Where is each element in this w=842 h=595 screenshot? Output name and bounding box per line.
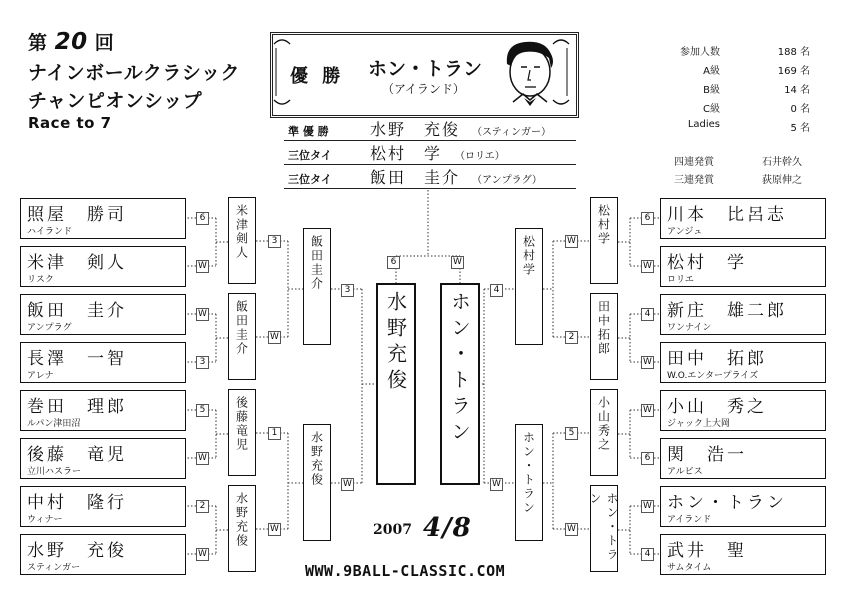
event-title-line2: ナインボールクラシック [28, 62, 241, 84]
score-badge: 4 [490, 284, 503, 297]
player-affiliation: サムタイム [667, 563, 712, 573]
event-title-line3: チャンピオンシップ [28, 90, 203, 112]
champion-name: ホン・トラン [368, 58, 483, 80]
score-badge: 3 [341, 284, 354, 297]
player-affiliation: アイランド [667, 515, 712, 525]
score-badge: 3 [196, 356, 209, 369]
third-place-label-2: 三位タイ [288, 173, 332, 186]
player-name: 米津 剣人 [27, 253, 127, 273]
score-badge: 4 [641, 308, 654, 321]
player-box [660, 246, 826, 287]
award-name-4run: 石井幹久 [762, 157, 802, 168]
round2-box: ホン・トラン [590, 485, 618, 572]
player-affiliation: ジャック上大岡 [667, 419, 730, 429]
score-badge: W [196, 548, 209, 561]
player-name: 松村 学 [667, 253, 747, 273]
semifinal-box: ホン・トラン [515, 424, 543, 541]
player-affiliation: アンプラグ [27, 323, 72, 333]
player-name: 水野 充俊 [27, 541, 127, 561]
score-badge: 2 [196, 500, 209, 513]
player-affiliation: ルパン津田沼 [27, 419, 81, 429]
player-box [20, 198, 186, 239]
score-badge: 6 [387, 256, 400, 269]
round2-box: 田中拓郎 [590, 293, 618, 380]
award-label-4run: 四連発賞 [674, 157, 714, 168]
round2-box: 小山秀之 [590, 389, 618, 476]
score-badge: W [196, 260, 209, 273]
score-badge: 4 [641, 548, 654, 561]
stat-label-c: C級 [703, 104, 720, 115]
score-badge: W [196, 452, 209, 465]
score-badge: 2 [565, 331, 578, 344]
player-name: 武井 聖 [667, 541, 747, 561]
score-badge: 3 [268, 235, 281, 248]
third-place-label-1: 三位タイ [288, 149, 332, 162]
player-affiliation: 立川ハスラー [27, 467, 82, 477]
score-badge: W [451, 256, 464, 269]
score-badge: 6 [641, 212, 654, 225]
player-box [660, 438, 826, 479]
player-name: 小山 秀之 [667, 397, 767, 417]
round2-box: 米津剣人 [228, 197, 256, 284]
award-label-3run: 三連発賞 [674, 175, 714, 186]
stat-label-b: B級 [703, 85, 720, 96]
player-affiliation: ワンナイン [667, 323, 712, 333]
player-affiliation: W.O.エンタープライズ [667, 371, 759, 381]
stat-value-b: 14 名 [784, 85, 810, 96]
player-box [20, 390, 186, 431]
player-name: 照屋 勝司 [27, 205, 127, 225]
champion-affiliation: （アイランド） [382, 82, 465, 96]
player-affiliation: ウィナー [27, 515, 63, 525]
player-box [20, 342, 186, 383]
third-place-name-1: 松村 学 [370, 144, 443, 163]
player-box [20, 294, 186, 335]
player-box [660, 534, 826, 575]
player-affiliation: ハイランド [27, 227, 73, 237]
semifinal-box: 飯田圭介 [303, 228, 331, 345]
player-affiliation: アンジュ [667, 227, 703, 237]
round2-box: 飯田圭介 [228, 293, 256, 380]
third-place-name-2: 飯田 圭介 [370, 168, 461, 187]
player-box [660, 486, 826, 527]
stat-label-total: 参加人数 [680, 47, 720, 58]
score-badge: W [490, 478, 503, 491]
finalist-box: ホン・トラン [440, 283, 480, 485]
champion-frame-ornament [272, 34, 571, 110]
champion-label: 優 勝 [290, 66, 345, 87]
round2-box: 水野充俊 [228, 485, 256, 572]
title-prefix: 第 [28, 32, 48, 54]
website-url[interactable]: WWW.9BALL-CLASSIC.COM [305, 562, 506, 580]
stat-value-c: 0 名 [790, 104, 810, 115]
player-affiliation: リスク [27, 275, 54, 285]
player-name: 中村 隆行 [27, 493, 127, 513]
score-badge: 6 [196, 212, 209, 225]
stat-value-total: 188 名 [777, 47, 810, 58]
award-name-3run: 荻原伸之 [762, 175, 802, 186]
runner-up-label: 準 優 勝 [288, 125, 329, 138]
score-badge: W [641, 356, 654, 369]
player-box [20, 534, 186, 575]
player-box [660, 342, 826, 383]
runner-up-affiliation: （スティンガー） [472, 127, 551, 138]
score-badge: W [196, 308, 209, 321]
score-badge: W [565, 523, 578, 536]
semifinal-box: 水野充俊 [303, 424, 331, 541]
score-badge: 6 [641, 452, 654, 465]
score-badge: 5 [196, 404, 209, 417]
runner-up-name: 水野 充俊 [370, 120, 461, 139]
score-badge: 5 [565, 427, 578, 440]
score-badge: 1 [268, 427, 281, 440]
round2-box: 後藤竜児 [228, 389, 256, 476]
player-box [20, 438, 186, 479]
third-place-affiliation-1: （ロリエ） [455, 151, 505, 162]
race-to-label: Race to 7 [28, 114, 112, 132]
score-badge: W [341, 478, 354, 491]
results-separator [284, 188, 576, 189]
stat-value-ladies: 5 名 [790, 123, 810, 134]
score-badge: W [268, 331, 281, 344]
date-day: 4/8 [423, 513, 472, 543]
stat-label-a: A級 [703, 66, 720, 77]
player-affiliation: アレナ [27, 371, 54, 381]
player-box [660, 390, 826, 431]
player-name: 巻田 理郎 [27, 397, 127, 417]
player-affiliation: アルビス [667, 467, 703, 477]
player-box [20, 246, 186, 287]
title-number: 20 [54, 29, 88, 55]
event-number [28, 28, 114, 55]
score-badge: W [641, 260, 654, 273]
player-box [660, 294, 826, 335]
player-affiliation: ロリエ [667, 275, 694, 285]
player-name: 飯田 圭介 [27, 301, 127, 321]
semifinal-box: 松村学 [515, 228, 543, 345]
player-name: 関 浩一 [667, 445, 747, 465]
score-badge: W [641, 500, 654, 513]
score-badge: W [268, 523, 281, 536]
title-suffix: 回 [94, 32, 115, 54]
player-box [660, 198, 826, 239]
date-year: 2007 [373, 522, 412, 538]
finalist-box: 水野充俊 [376, 283, 416, 485]
stat-label-ladies: Ladies [687, 119, 720, 130]
score-badge: W [565, 235, 578, 248]
player-name: 後藤 竜児 [27, 445, 127, 465]
third-place-affiliation-2: （アンプラグ） [472, 175, 542, 186]
stat-value-a: 169 名 [777, 66, 810, 77]
player-affiliation: スティンガー [27, 563, 81, 573]
player-name: 新庄 雄二郎 [667, 301, 787, 321]
player-name: 長澤 一智 [27, 349, 127, 369]
player-name: 田中 拓郎 [667, 349, 767, 369]
player-box [20, 486, 186, 527]
round2-box: 松村学 [590, 197, 618, 284]
score-badge: W [641, 404, 654, 417]
player-name: 川本 比呂志 [667, 205, 787, 225]
player-name: ホン・トラン [667, 493, 787, 513]
